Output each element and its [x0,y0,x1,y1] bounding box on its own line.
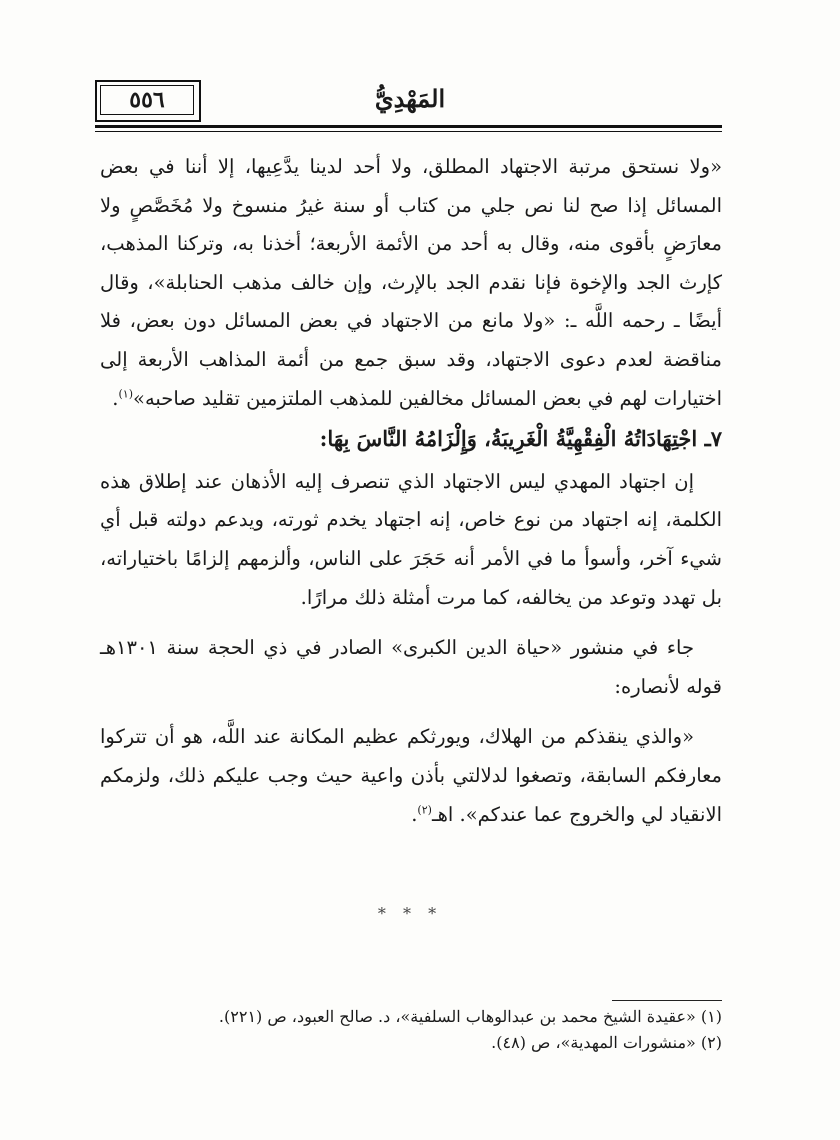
footnote-ref-2: (٢) [417,803,432,816]
paragraph-quote-1-text: «ولا نستحق مرتبة الاجتهاد المطلق، ولا أحد لدينا يدَّعِيها، إلا أننا في بعض المسائل إذا صح لنا نص جلي من كتاب أو سنة غيرُ منسوخ ولا مُخَصَّصٍ ولا معارَضٍ بأقوى منه، وقال به أحد من الأئمة الأربعة؛ أخذنا به، وتركنا المذهب، كإرث الجد والإخوة فإنا نقدم الجد بالإرث، وإن خالف مذهب الحنابلة»، وقال أيضًا ـ رحمه اللَّه ـ: «ولا مانع من الاجتهاد في بعض المسائل دون بعض، فلا مناقضة لعدم دعوى الاجتهاد، وقد سبق جمع من أئمة المذاهب الأربعة إلى اختيارات لهم في بعض المسائل مخالفين للمذهب الملتزمين تقليد صاحبه» [100,155,722,410]
paragraph-quote-2-end: . [411,802,418,826]
main-text [100,148,722,834]
footnote-1: (١) «عقيدة الشيخ محمد بن عبدالوهاب السلفية»، د. صالح العبود، ص (٢٢١). [218,1007,722,1026]
page-number: ٥٥٦ [100,85,194,115]
footnote-2: (٢) «منشورات المهدية»، ص (٤٨). [491,1033,722,1052]
section-heading: ٧ـ اجْتِهَادَاتُهُ الْفِقْهِيَّةُ الْغَرِيبَةُ، وَإِلْزَامُهُ النَّاسَ بِهَا: [319,426,722,452]
header-rule-thin [95,131,722,132]
paragraph-quote-1: «ولا نستحق مرتبة الاجتهاد المطلق، ولا أحد لدينا يدَّعِيها، إلا أننا في بعض المسائل إذا صح لنا نص جلي من كتاب أو سنة غيرُ منسوخ ولا مُخَصَّصٍ ولا معارَضٍ بأقوى منه، وقال به أحد من الأئمة الأربعة؛ أخذنا به، وتركنا المذهب، كإرث الجد والإخوة فإنا نقدم الجد بالإرث، وإن خالف مذهب الحنابلة»، وقال أيضًا ـ رحمه اللَّه ـ: «ولا مانع من الاجتهاد في بعض المسائل دون بعض، فلا مناقضة لعدم دعوى الاجتهاد، وقد سبق جمع من أئمة المذاهب الأربعة إلى اختيارات لهم في بعض المسائل مخالفين للمذهب الملتزمين تقليد صاحبه»$^{(١)}$. [100,155,722,410]
page-header [95,80,722,130]
footnotes [100,1004,722,1056]
paragraph-2: إن اجتهاد المهدي ليس الاجتهاد الذي تنصرف إليه الأذهان عند إطلاق هذه الكلمة، إنه اجتهاد من نوع خاص، إنه اجتهاد يخدم ثورته، ويدعم دولته قبل أي شيء آخر، وأسوأ ما في الأمر أنه حَجَرَ على الناس، وألزمهم إلزامًا باختياراته، بل تهدد وتوعد من يخالفه، كما مرت أمثلة ذلك مرارًا. [100,469,722,609]
footnote-rule [612,1000,722,1001]
header-rule-thick [95,125,722,128]
footnote-ref-1: (١) [118,387,134,401]
paragraph-quote-2 [100,718,722,834]
section-separator: * * * [377,904,443,923]
paragraph-3: جاء في منشور «حياة الدين الكبرى» الصادر في ذي الحجة سنة ١٣٠١هـ قوله لأنصاره: [100,636,722,698]
page-number-frame [95,80,205,124]
running-title: المَهْدِيُّ [374,84,446,113]
paragraph-quote-2-text: «والذي ينقذكم من الهلاك، ويورثكم عظيم المكانة عند اللَّه، هو أن تتركوا معارفكم السابقة، وتصغوا لدلالتي بأذن واعية حيث وجب عليكم ذلك، ولزمكم الانقياد لي والخروج عما عندكم». اهـ [100,725,722,826]
